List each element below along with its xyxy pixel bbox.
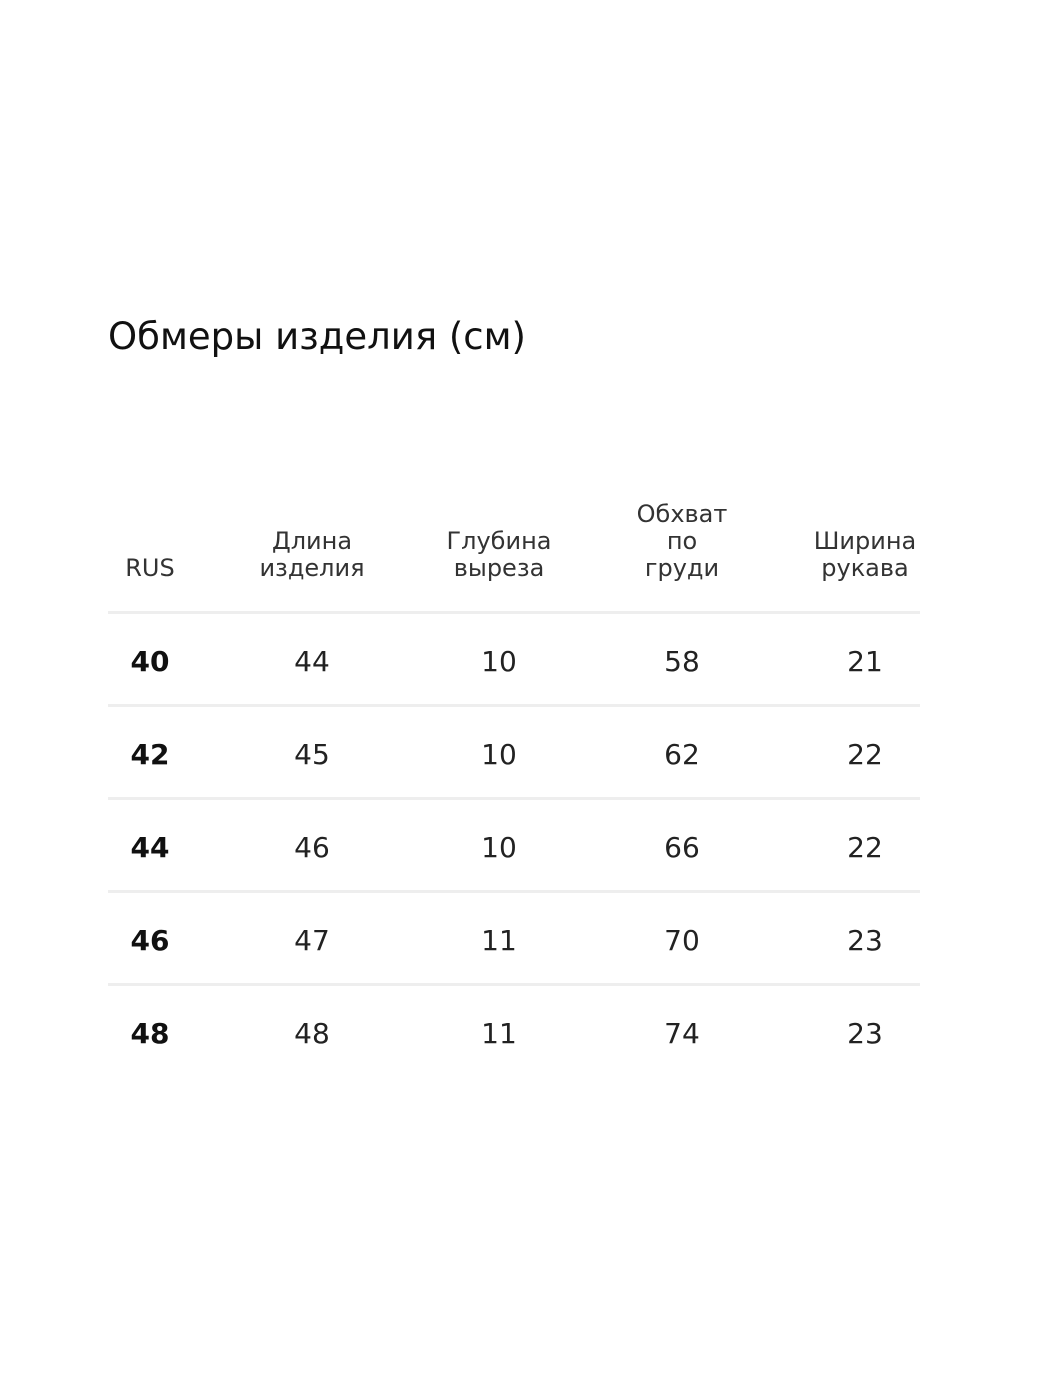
measurement-cell: 45 bbox=[294, 738, 330, 771]
column-header-line: выреза bbox=[453, 554, 545, 582]
size-cell: 46 bbox=[130, 924, 170, 957]
measurement-cell: 46 bbox=[294, 831, 330, 864]
size-cell: 42 bbox=[130, 738, 170, 771]
column-header-3 bbox=[409, 528, 589, 582]
row-divider bbox=[108, 797, 920, 800]
measurement-cell: 44 bbox=[294, 645, 330, 678]
size-cell: 40 bbox=[130, 645, 170, 678]
column-header-4 bbox=[592, 501, 772, 582]
column-header-2 bbox=[222, 528, 402, 582]
row-divider bbox=[108, 704, 920, 707]
measurement-cell: 66 bbox=[664, 831, 700, 864]
measurement-cell: 10 bbox=[481, 645, 517, 678]
column-header-5 bbox=[775, 528, 955, 582]
measurement-cell: 10 bbox=[481, 831, 517, 864]
measurement-cell: 11 bbox=[481, 1017, 517, 1050]
measurement-cell: 74 bbox=[664, 1017, 700, 1050]
column-header-line: RUS bbox=[125, 554, 175, 582]
column-header-line: изделия bbox=[259, 554, 365, 582]
column-header-line: Ширина bbox=[813, 527, 917, 555]
measurement-cell: 23 bbox=[847, 924, 883, 957]
measurement-cell: 11 bbox=[481, 924, 517, 957]
column-header-line: рукава bbox=[821, 554, 909, 582]
measurement-cell: 23 bbox=[847, 1017, 883, 1050]
column-header-1 bbox=[60, 555, 240, 582]
measurement-cell: 47 bbox=[294, 924, 330, 957]
measurement-cell: 62 bbox=[664, 738, 700, 771]
page-title: Обмеры изделия (см) bbox=[108, 315, 526, 358]
column-header-line: Длина bbox=[271, 527, 353, 555]
measurement-cell: 22 bbox=[847, 738, 883, 771]
measurement-cell: 21 bbox=[847, 645, 883, 678]
row-divider bbox=[108, 890, 920, 893]
measurement-cell: 10 bbox=[481, 738, 517, 771]
column-header-line: Обхват bbox=[636, 500, 728, 528]
size-cell: 48 bbox=[130, 1017, 170, 1050]
measurement-cell: 58 bbox=[664, 645, 700, 678]
measurement-cell: 22 bbox=[847, 831, 883, 864]
column-header-line: груди bbox=[644, 554, 720, 582]
row-divider bbox=[108, 611, 920, 614]
size-cell: 44 bbox=[130, 831, 170, 864]
column-header-line: по bbox=[666, 527, 698, 555]
column-header-line: Глубина bbox=[446, 527, 552, 555]
measurement-cell: 70 bbox=[664, 924, 700, 957]
measurement-cell: 48 bbox=[294, 1017, 330, 1050]
row-divider bbox=[108, 983, 920, 986]
